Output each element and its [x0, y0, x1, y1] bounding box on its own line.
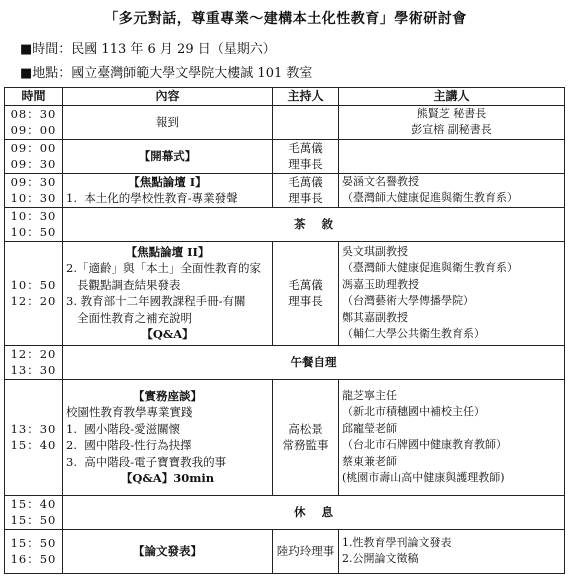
cell-line: 鄭其嘉副教授	[342, 310, 408, 324]
cell-line: 陸玓玲理事	[276, 543, 335, 558]
cell-host	[273, 241, 339, 345]
section-heading: 【焦點論壇 I】	[128, 174, 207, 189]
table-row	[5, 529, 565, 573]
content-line: 1. 本土化的學校性教育-專業發聲	[66, 191, 238, 205]
cell-line: （新北市積穗國中補校主任）	[342, 405, 485, 418]
cell-line: 高松景	[288, 421, 323, 436]
cell-speaker	[339, 379, 565, 495]
cell-host	[273, 139, 339, 173]
cell-line: 毛萬儀	[288, 140, 323, 155]
cell-time	[5, 241, 63, 345]
cell-line: 毛萬儀	[288, 277, 323, 292]
section-heading: 【開幕式】	[138, 148, 197, 163]
cell-line: 09：30	[10, 174, 57, 189]
cell-speaker	[339, 529, 565, 573]
cell-line: 毛萬儀	[288, 174, 323, 189]
section-heading: 【Q&A】	[141, 327, 194, 341]
cell-line: 晏涵文名譽教授	[342, 174, 419, 188]
cell-time	[5, 345, 63, 379]
cell-line: 15：40	[10, 438, 57, 452]
cell-line: 09：00	[10, 140, 57, 155]
section-heading: 【焦點論壇 II】	[125, 244, 210, 259]
event-date	[20, 38, 276, 57]
cell-time	[5, 529, 63, 573]
header-host: 主持人	[273, 88, 339, 106]
cell-content	[63, 379, 273, 495]
cell-line: 理事長	[288, 191, 323, 205]
cell-line: 15：50	[10, 513, 57, 527]
table-row	[5, 139, 565, 173]
cell-host	[273, 173, 339, 207]
content-line: 2. 國中階段-性行為抉擇	[66, 438, 192, 452]
cell-line: 熊賢芝 秘書長	[416, 106, 487, 120]
section-heading: 【實務座談】	[133, 388, 202, 403]
section-heading: 【Q&A】30min	[120, 471, 215, 485]
cell-line: 15：50	[10, 535, 57, 550]
cell-content	[63, 529, 273, 573]
cell-line: 理事長	[288, 157, 323, 171]
cell-line: 蔡東兼老師	[342, 454, 397, 468]
cell-speaker	[339, 105, 565, 139]
cell-line: 龍芝寧主任	[342, 388, 397, 402]
header-time: 時間	[5, 88, 63, 106]
cell-line: 15：40	[10, 496, 57, 511]
content-line: 1. 國小階段-愛滋關懷	[66, 421, 181, 436]
content-line: 3. 教育部十二年國教課程手冊-有關	[66, 294, 246, 308]
cell-line: 10：30	[10, 208, 57, 223]
cell-content	[63, 173, 273, 207]
date-value: 民國 113 年 6 月 29 日（星期六）	[71, 42, 276, 57]
cell-time	[5, 379, 63, 495]
cell-line: 13：30	[10, 421, 57, 436]
cell-line: 吳文琪副教授	[342, 244, 408, 258]
cell-line: 10：30	[10, 191, 57, 205]
cell-line: （輔仁大學公共衛生教育系）	[342, 327, 485, 340]
cell-line: （臺灣師大健康促進與衛生教育系）	[342, 191, 518, 204]
cell-speaker	[339, 173, 565, 207]
table-row	[5, 207, 565, 241]
table-row	[5, 105, 565, 139]
cell-line: (桃園市壽山高中健康與護理教師)	[342, 471, 505, 484]
table-row	[5, 241, 565, 345]
cell-line: 08：30	[10, 106, 57, 121]
cell-speaker	[339, 139, 565, 173]
cell-line: 10：50	[10, 225, 57, 239]
cell-line: 常務監事	[282, 438, 329, 452]
cell-line: 13：30	[10, 363, 57, 377]
date-label: ■時間：	[20, 42, 72, 57]
page-title: 「多元對話，尊重專業～建構本土化性教育」學術研討會	[104, 11, 467, 27]
content-line: 報到	[156, 114, 179, 129]
cell-line: 邱寵瑩老師	[342, 421, 397, 435]
cell-line: 09：00	[10, 123, 57, 137]
table-row	[5, 173, 565, 207]
table-header-row	[5, 88, 565, 106]
cell-line: 12：20	[10, 294, 57, 308]
content-line: 校園性教育教學專業實踐	[66, 405, 193, 419]
header-speaker: 主講人	[339, 88, 565, 106]
content-line: 3. 高中階段-電子寶寶教我的事	[66, 454, 227, 469]
cell-time	[5, 495, 63, 529]
cell-content	[63, 105, 273, 139]
table-row	[5, 379, 565, 495]
cell-line: （臺灣師大健康促進與衛生教育系）	[342, 261, 518, 274]
cell-line: 16：50	[10, 552, 57, 566]
event-venue	[20, 62, 312, 81]
cell-host	[273, 379, 339, 495]
content-line: 長觀點調查結果發表	[66, 277, 181, 292]
cell-host	[273, 529, 339, 573]
cell-merged: 茶 敘	[63, 207, 565, 241]
cell-line: （台北市石牌國中健康教育教師）	[342, 438, 507, 451]
content-line: 2.「適齡」與「本土」全面性教育的家	[66, 261, 261, 275]
cell-line: 馮嘉玉助理教授	[342, 277, 419, 291]
table-row	[5, 495, 565, 529]
cell-merged: 休 息	[63, 495, 565, 529]
venue-value: 國立臺灣師範大學文學院大樓誠 101 教室	[71, 66, 313, 81]
cell-time	[5, 139, 63, 173]
cell-line: 1.性教育學刊論文發表	[342, 535, 452, 549]
cell-line: （台灣藝術大學傳播學院）	[342, 294, 474, 307]
cell-line: 12：20	[10, 346, 57, 361]
cell-merged: 午餐自理	[63, 345, 565, 379]
cell-host	[273, 105, 339, 139]
cell-line: 理事長	[288, 294, 323, 308]
cell-line: 彭宣榕 副秘書長	[411, 123, 492, 136]
cell-time	[5, 105, 63, 139]
cell-line: 2.公開論文徵稿	[342, 552, 419, 565]
content-line: 全面性教育之補充說明	[66, 310, 192, 325]
cell-content	[63, 139, 273, 173]
cell-time	[5, 207, 63, 241]
schedule-table	[4, 87, 565, 574]
table-row	[5, 345, 565, 379]
cell-time	[5, 173, 63, 207]
cell-content	[63, 241, 273, 345]
section-heading: 【論文發表】	[133, 543, 202, 558]
cell-line: 09：30	[10, 157, 57, 171]
cell-line: 10：50	[10, 277, 57, 292]
venue-label: ■地點：	[20, 66, 72, 81]
cell-speaker	[339, 241, 565, 345]
schedule-body	[5, 105, 565, 573]
header-content: 內容	[63, 88, 273, 106]
